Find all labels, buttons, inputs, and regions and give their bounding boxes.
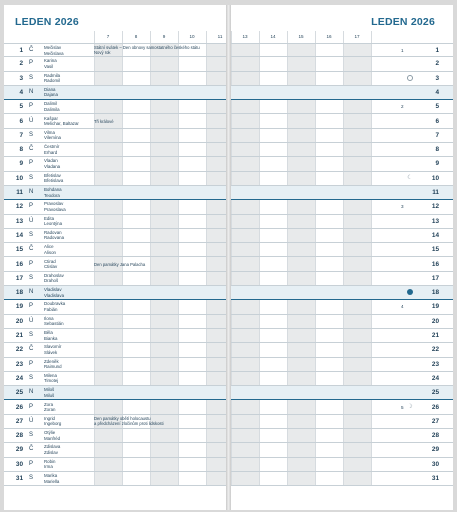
day-row-right[interactable] (231, 43, 453, 57)
name-day-names (44, 87, 58, 98)
left-hour-label: 8 (134, 34, 138, 39)
name-day-line: Alison (44, 249, 56, 255)
day-number-right: 17 (431, 274, 439, 282)
name-day-line: Erhard (44, 149, 58, 155)
name-day-names (44, 344, 61, 355)
left-hour-label: 10 (189, 34, 195, 39)
weekday-letter: P (29, 260, 34, 267)
day-note-line: Tři králové (94, 119, 114, 124)
name-day-names (44, 373, 58, 384)
weekday-letter: S (29, 274, 34, 281)
weekday-letter: N (29, 389, 34, 396)
name-day-line: Milena (44, 372, 57, 378)
weekday-letter: S (29, 174, 34, 181)
day-row[interactable] (4, 272, 226, 286)
name-day-line: Břetislav (44, 172, 61, 178)
last-quarter-moon-icon: ☾ (407, 174, 413, 181)
day-row[interactable] (4, 100, 226, 114)
name-day-line: Robin (44, 458, 56, 464)
day-row[interactable] (4, 415, 226, 429)
name-day-line: Teodora (44, 192, 60, 198)
name-day-line: Ingeborg (44, 421, 62, 427)
day-row-right[interactable] (231, 86, 453, 100)
day-row[interactable] (4, 43, 226, 57)
left-hour-label: 9 (162, 34, 166, 39)
name-day-names (44, 444, 60, 455)
day-number-right: 6 (435, 117, 439, 125)
name-day-line: Sebastián (44, 321, 64, 327)
weekday-letter: P (29, 160, 34, 167)
day-number-right: 31 (431, 475, 439, 482)
name-day-line: Drahoslav (44, 272, 64, 278)
day-number: 27 (15, 417, 23, 425)
name-day-line: Ctislav (44, 264, 58, 270)
day-number-right: 14 (431, 231, 439, 239)
right-hour-label: 15 (298, 34, 304, 39)
day-number-right: 4 (435, 88, 439, 96)
name-day-line: Dalimila (44, 106, 60, 112)
name-day-names (44, 473, 59, 484)
name-day-names (44, 316, 64, 327)
day-row-right[interactable] (231, 157, 453, 171)
right-hour-label: 16 (326, 34, 332, 39)
day-row-right[interactable] (231, 272, 453, 286)
day-row-right[interactable] (231, 472, 453, 486)
day-number: 6 (19, 117, 23, 125)
day-note (94, 262, 145, 267)
day-note-line: Den památky obětí holocaustu (94, 415, 151, 421)
day-row[interactable] (4, 243, 226, 257)
day-row-right[interactable] (231, 172, 453, 186)
day-number-right: 2 (435, 60, 439, 68)
day-number: 7 (19, 131, 23, 139)
day-row-right[interactable] (231, 57, 453, 71)
day-row-right[interactable] (231, 200, 453, 214)
right-hour-label: 13 (242, 34, 248, 39)
weekday-letter: P (29, 60, 34, 67)
name-day-line: Drahoš (44, 278, 59, 284)
name-day-line: Dalimil (44, 101, 58, 107)
weekday-letter: N (29, 189, 34, 195)
day-row-right[interactable] (231, 215, 453, 229)
day-row-right[interactable] (231, 143, 453, 157)
name-day-names (44, 73, 60, 84)
day-row[interactable] (4, 115, 226, 129)
name-day-line: Zdislav (44, 449, 58, 455)
name-day-line: Edita (44, 215, 55, 221)
day-row-right[interactable] (231, 415, 453, 429)
day-number: 30 (15, 460, 23, 468)
day-number: 15 (15, 246, 23, 254)
name-day-line: Vladislava (44, 292, 65, 298)
name-day-names (44, 273, 64, 284)
name-day-line: Bohdana (44, 187, 62, 192)
right-hour-label: 17 (354, 34, 360, 39)
day-row[interactable] (4, 129, 226, 143)
name-day-names (44, 359, 62, 370)
day-row-right[interactable] (231, 300, 453, 314)
day-row-right[interactable] (231, 229, 453, 243)
weekday-letter: P (29, 203, 34, 210)
day-row[interactable] (4, 229, 226, 243)
day-row[interactable] (4, 472, 226, 486)
day-row-right[interactable] (231, 72, 453, 86)
day-number-right: 21 (431, 332, 439, 339)
name-day-line: Kašpar (44, 115, 58, 121)
day-number-right: 8 (435, 146, 439, 154)
day-number-right: 3 (435, 74, 439, 82)
day-number-right: 29 (431, 446, 439, 454)
day-number-right: 19 (431, 303, 439, 311)
left-hour-label: 11 (217, 34, 223, 39)
day-note (94, 119, 114, 124)
name-day-line: Vladan (44, 158, 58, 164)
name-day-line: Doubravka (44, 301, 66, 307)
weekday-letter: S (29, 475, 34, 481)
name-day-names (44, 216, 62, 227)
day-row[interactable] (4, 86, 226, 100)
day-row-right[interactable] (231, 100, 453, 114)
day-number-right: 12 (431, 203, 439, 211)
day-row-right[interactable] (231, 258, 453, 272)
name-day-names (44, 201, 66, 212)
day-row[interactable] (4, 458, 226, 472)
left-hour-label: 7 (106, 34, 110, 39)
name-day-line: Ctirad (44, 258, 56, 264)
day-note (94, 45, 200, 55)
weekday-letter: S (29, 374, 34, 381)
day-number-right: 22 (431, 346, 439, 354)
day-number: 8 (19, 146, 23, 154)
day-row-right[interactable] (231, 343, 453, 357)
name-day-names (44, 259, 57, 270)
day-number: 14 (15, 231, 23, 239)
day-row-right[interactable] (231, 443, 453, 457)
day-number-right: 20 (431, 317, 439, 325)
day-number: 22 (15, 346, 23, 354)
name-day-line: Marika (44, 473, 58, 478)
name-day-line: Manfréd (44, 435, 61, 441)
name-day-names (44, 402, 55, 413)
day-number-right: 7 (435, 131, 439, 139)
name-day-names (44, 58, 57, 69)
day-row[interactable] (4, 401, 226, 415)
weekday-letter: Č (29, 146, 34, 153)
weekday-letter: S (29, 74, 34, 81)
day-row-right[interactable] (231, 372, 453, 386)
name-day-line: Zora (44, 401, 54, 407)
day-row-right[interactable] (231, 386, 453, 400)
weekday-letter: N (29, 289, 34, 296)
day-number-right: 10 (431, 174, 439, 182)
day-number-right: 16 (431, 260, 439, 268)
day-row[interactable] (4, 72, 226, 86)
day-number-right: 26 (431, 403, 439, 411)
day-number: 9 (19, 160, 23, 168)
day-number: 5 (19, 103, 23, 111)
name-day-line: Mečislava (44, 50, 64, 56)
name-day-line: Radomil (44, 78, 61, 84)
left-page (4, 5, 226, 510)
weekday-letter: S (29, 131, 34, 138)
day-number-right: 24 (431, 374, 439, 382)
name-day-names (44, 416, 61, 427)
day-number: 26 (15, 403, 23, 411)
day-row-right[interactable] (231, 358, 453, 372)
name-day-names (44, 459, 55, 470)
day-row-right[interactable] (231, 429, 453, 443)
name-day-line: Leontýna (44, 221, 63, 227)
day-number: 12 (15, 203, 23, 211)
day-number: 2 (19, 60, 23, 68)
day-row[interactable] (4, 429, 226, 443)
day-row[interactable] (4, 215, 226, 229)
name-day-line: Slavomír (44, 344, 62, 350)
weekday-letter: S (29, 432, 34, 439)
name-day-names (44, 387, 54, 398)
day-row-right[interactable] (231, 458, 453, 472)
weekday-letter: Ú (29, 217, 34, 224)
day-number-right: 15 (431, 246, 439, 254)
week-number: 5 (401, 404, 404, 410)
day-number: 11 (16, 189, 23, 196)
name-day-line: Miloš (44, 387, 55, 393)
day-note-line: a předcházení zločinům proti lidskosti (94, 421, 164, 426)
name-day-line: Radovana (44, 235, 65, 241)
day-row[interactable] (4, 200, 226, 214)
weekday-letter: S (29, 332, 34, 338)
name-day-names (44, 144, 59, 155)
weekday-letter: P (29, 103, 34, 110)
week-number: 4 (401, 304, 404, 310)
name-day-line: Diana (44, 86, 56, 92)
day-row[interactable] (4, 258, 226, 272)
day-row[interactable] (4, 286, 226, 300)
week-number: 3 (401, 204, 404, 210)
day-number: 13 (15, 217, 23, 225)
day-number-right: 5 (435, 103, 439, 111)
name-day-line: Zdeněk (44, 358, 59, 364)
day-row[interactable] (4, 157, 226, 171)
name-day-line: Vladislav (44, 287, 62, 293)
day-number-right: 13 (431, 217, 439, 225)
name-day-names (44, 173, 63, 184)
name-day-names (44, 430, 60, 441)
day-row-right[interactable] (231, 401, 453, 415)
day-number: 24 (15, 374, 23, 382)
day-row[interactable] (4, 386, 226, 400)
day-number-right: 1 (435, 47, 439, 54)
name-day-names (44, 244, 56, 255)
name-day-line: Melichar, Baltazar (44, 121, 79, 127)
weekday-letter: Ú (29, 417, 34, 424)
day-note (94, 416, 164, 426)
weekday-letter: Ú (29, 117, 34, 124)
name-day-names (44, 45, 64, 56)
day-row[interactable] (4, 186, 226, 200)
name-day-line: Ilona (44, 315, 54, 321)
day-number: 4 (19, 88, 23, 96)
name-day-line: Alice (44, 244, 54, 250)
name-day-line: Radovan (44, 229, 62, 235)
name-day-line: Zoran (44, 407, 56, 413)
day-row-right[interactable] (231, 315, 453, 329)
name-day-names (44, 230, 64, 241)
day-row[interactable] (4, 358, 226, 372)
name-day-line: Běla (44, 330, 53, 335)
weekday-letter: P (29, 460, 34, 467)
name-day-line: Vilma (44, 129, 55, 135)
name-day-line: Pravoslav (44, 201, 64, 207)
name-day-line: Slávek (44, 349, 58, 355)
day-number: 21 (15, 332, 23, 339)
weekday-letter: Č (29, 446, 34, 453)
day-row-right[interactable] (231, 129, 453, 143)
day-row[interactable] (4, 372, 226, 386)
day-row[interactable] (4, 57, 226, 71)
day-row[interactable] (4, 315, 226, 329)
month-title-right: LEDEN 2026 (371, 16, 435, 28)
name-day-names (44, 187, 62, 198)
name-day-line: Otýlie (44, 430, 56, 436)
name-day-line: Radmila (44, 72, 61, 78)
day-row-right[interactable] (231, 186, 453, 200)
name-day-line: Čestmír (44, 144, 60, 150)
name-day-names (44, 130, 61, 141)
right-hour-label: 14 (270, 34, 276, 39)
name-day-line: Raimund (44, 364, 62, 370)
week-number: 1 (401, 48, 404, 53)
name-day-line: Fabián (44, 306, 58, 312)
name-day-line: Vilemína (44, 135, 62, 141)
day-number: 10 (15, 174, 23, 182)
weekday-letter: P (29, 403, 34, 410)
name-day-line: Vladana (44, 163, 61, 169)
day-number-right: 28 (431, 432, 439, 440)
name-day-line: Břetislava (44, 178, 64, 184)
name-day-names (44, 287, 64, 298)
day-row-right[interactable] (231, 329, 453, 343)
day-number: 29 (15, 446, 23, 454)
week-number: 2 (401, 104, 404, 110)
weekday-letter: Č (29, 246, 34, 253)
day-number: 18 (15, 289, 23, 297)
day-number: 23 (15, 360, 23, 368)
day-number: 16 (15, 260, 23, 268)
day-number-right: 25 (431, 389, 439, 397)
new-moon-icon (407, 289, 413, 295)
full-moon-icon (407, 75, 413, 81)
day-number: 19 (15, 303, 23, 311)
name-day-line: Zdislava (44, 444, 61, 450)
day-number-right: 23 (431, 360, 439, 368)
day-row[interactable] (4, 343, 226, 357)
name-day-line: Karina (44, 58, 57, 64)
weekday-letter: P (29, 303, 34, 310)
day-number: 17 (15, 274, 23, 282)
weekday-letter: Č (29, 346, 34, 353)
weekday-letter: S (29, 231, 34, 238)
day-row[interactable] (4, 443, 226, 457)
name-day-names (44, 158, 60, 169)
day-number: 25 (15, 389, 23, 397)
day-row[interactable] (4, 329, 226, 343)
day-number-right: 11 (432, 189, 439, 196)
name-day-line: Ingrid (44, 415, 55, 421)
day-row-right[interactable] (231, 115, 453, 129)
day-number: 3 (19, 74, 23, 82)
weekday-letter: P (29, 360, 34, 367)
name-day-names (44, 301, 65, 312)
day-number-right: 18 (431, 289, 439, 297)
name-day-line: Dajana (44, 92, 58, 98)
first-quarter-moon-icon: ☽ (407, 403, 413, 410)
name-day-line: Bianka (44, 335, 58, 341)
day-note-line: Státní svátek – Den obnovy samostatného českého státu (94, 45, 200, 50)
day-number: 31 (15, 475, 23, 482)
day-row[interactable] (4, 172, 226, 186)
weekday-letter: Ú (29, 317, 34, 324)
day-number-right: 27 (431, 417, 439, 425)
day-row-right[interactable] (231, 286, 453, 300)
name-day-names (44, 330, 57, 341)
name-day-names (44, 101, 60, 112)
day-row[interactable] (4, 300, 226, 314)
right-page (231, 5, 453, 510)
day-number-right: 9 (435, 160, 439, 168)
name-day-line: Miluš (44, 392, 55, 398)
name-day-line: Pravoslava (44, 206, 66, 212)
name-day-line: Timotej (44, 378, 59, 384)
day-note-line: Nový rok (94, 50, 111, 56)
weekday-letter: N (29, 88, 34, 95)
name-day-line: Vasil (44, 63, 54, 69)
name-day-line: Mečislav (44, 45, 62, 50)
name-day-names (44, 116, 79, 127)
day-number-right: 30 (431, 460, 439, 468)
month-title-left: LEDEN 2026 (15, 16, 79, 28)
day-row[interactable] (4, 143, 226, 157)
name-day-line: Irma (44, 464, 53, 470)
day-number: 20 (15, 317, 23, 325)
day-note-line: Den památky Jana Palacha (94, 262, 146, 267)
day-number: 28 (15, 432, 23, 440)
day-number: 1 (19, 47, 23, 54)
name-day-line: Mariella (44, 478, 60, 484)
weekday-letter: Č (29, 47, 34, 53)
day-row-right[interactable] (231, 243, 453, 257)
